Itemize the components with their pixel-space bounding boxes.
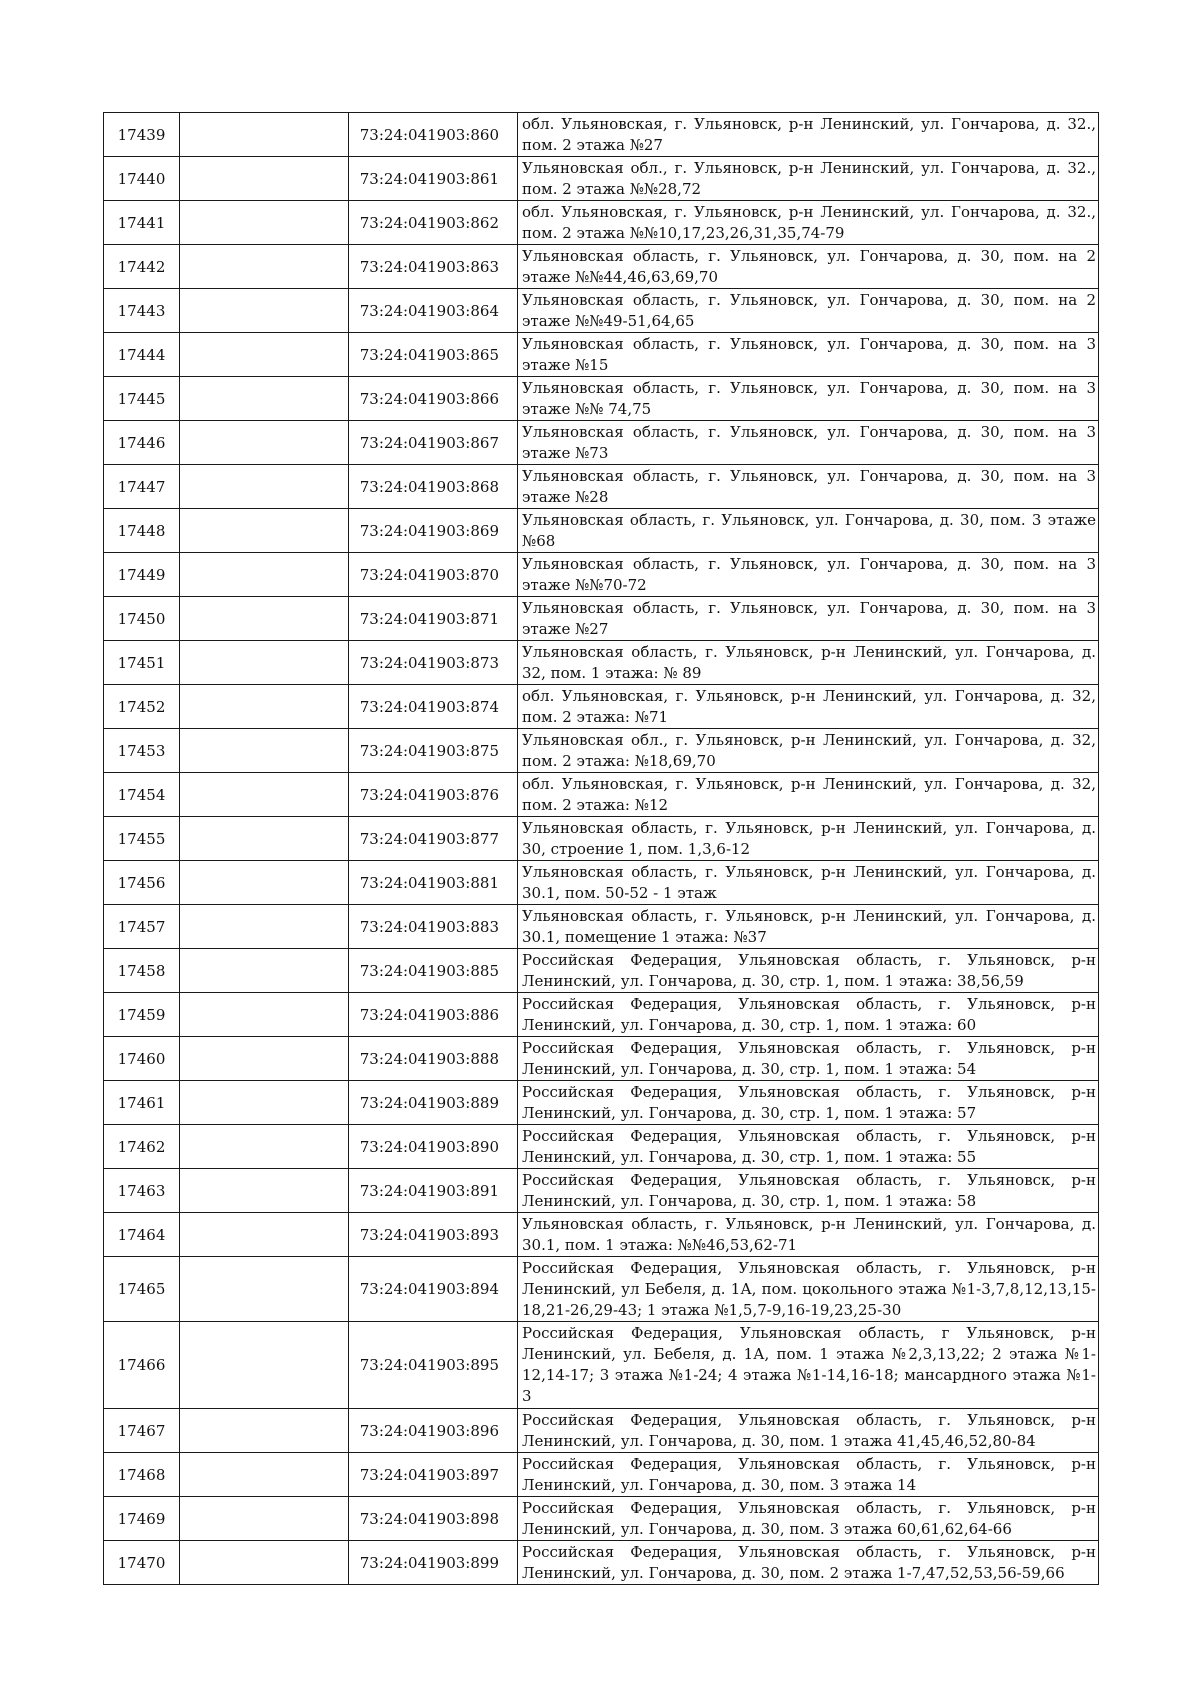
empty-cell: [180, 201, 349, 245]
empty-cell: [180, 1409, 349, 1453]
row-number-cell: 17444: [104, 333, 180, 377]
cadastral-number-cell: 73:24:041903:862: [349, 201, 518, 245]
empty-cell: [180, 949, 349, 993]
empty-cell: [180, 509, 349, 553]
address-cell: Ульяновская область, г. Ульяновск, ул. Гончарова, д. 30, пом. 3 этаже №68: [518, 509, 1099, 553]
cadastral-number-cell: 73:24:041903:881: [349, 861, 518, 905]
empty-cell: [180, 1497, 349, 1541]
address-cell: обл. Ульяновская, г. Ульяновск, р-н Ленинский, ул. Гончарова, д. 32, пом. 2 этажа: №12: [518, 773, 1099, 817]
row-number-cell: 17467: [104, 1409, 180, 1453]
cadastral-number-cell: 73:24:041903:894: [349, 1257, 518, 1322]
cadastral-number-cell: 73:24:041903:888: [349, 1037, 518, 1081]
table-row: [104, 421, 1099, 465]
table-row: [104, 1453, 1099, 1497]
address-cell: Российская Федерация, Ульяновская область, г. Ульяновск, р-н Ленинский, ул. Гончарова, д. 30, пом. 1 этажа 41,45,46,52,80-84: [518, 1409, 1099, 1453]
address-cell: Ульяновская область, г. Ульяновск, р-н Ленинский, ул. Гончарова, д. 30, строение 1, пом. 1,3,6-12: [518, 817, 1099, 861]
address-cell: Российская Федерация, Ульяновская область, г. Ульяновск, р-н Ленинский, ул. Гончарова, д. 30, пом. 3 этажа 60,61,62,64-66: [518, 1497, 1099, 1541]
address-cell: Ульяновская область, г. Ульяновск, р-н Ленинский, ул. Гончарова, д. 30.1, пом. 50-52 - 1 этаж: [518, 861, 1099, 905]
row-number-cell: 17464: [104, 1213, 180, 1257]
empty-cell: [180, 773, 349, 817]
empty-cell: [180, 685, 349, 729]
table-row: [104, 729, 1099, 773]
row-number-cell: 17468: [104, 1453, 180, 1497]
cadastral-number-cell: 73:24:041903:869: [349, 509, 518, 553]
cadastral-number-cell: 73:24:041903:863: [349, 245, 518, 289]
address-cell: Ульяновская область, г. Ульяновск, ул. Гончарова, д. 30, пом. на 2 этаже №№49-51,64,65: [518, 289, 1099, 333]
cadastral-number-cell: 73:24:041903:864: [349, 289, 518, 333]
row-number-cell: 17460: [104, 1037, 180, 1081]
row-number-cell: 17443: [104, 289, 180, 333]
cadastral-number-cell: 73:24:041903:893: [349, 1213, 518, 1257]
address-cell: обл. Ульяновская, г. Ульяновск, р-н Ленинский, ул. Гончарова, д. 32., пом. 2 этажа №№10,17,23,26,31,35,74-79: [518, 201, 1099, 245]
cadastral-number-cell: 73:24:041903:899: [349, 1541, 518, 1585]
address-cell: Российская Федерация, Ульяновская область, г. Ульяновск, р-н Ленинский, ул. Гончарова, д. 30, стр. 1, пом. 1 этажа: 54: [518, 1037, 1099, 1081]
row-number-cell: 17439: [104, 113, 180, 157]
row-number-cell: 17455: [104, 817, 180, 861]
table-row: [104, 993, 1099, 1037]
row-number-cell: 17453: [104, 729, 180, 773]
row-number-cell: 17470: [104, 1541, 180, 1585]
table-row: [104, 1213, 1099, 1257]
address-cell: Российская Федерация, Ульяновская область, г. Ульяновск, р-н Ленинский, ул. Гончарова, д. 30, стр. 1, пом. 1 этажа: 38,56,59: [518, 949, 1099, 993]
row-number-cell: 17448: [104, 509, 180, 553]
address-cell: Российская Федерация, Ульяновская область, г. Ульяновск, р-н Ленинский, ул Бебеля, д. 1А, пом. цокольного этажа №1-3,7,8,12,13,15-18,21-26,29-43; 1 этажа №1,5,7-9,16-19,23,25-30: [518, 1257, 1099, 1322]
row-number-cell: 17463: [104, 1169, 180, 1213]
row-number-cell: 17441: [104, 201, 180, 245]
empty-cell: [180, 729, 349, 773]
address-cell: Ульяновская обл., г. Ульяновск, р-н Ленинский, ул. Гончарова, д. 32, пом. 2 этажа: №18,69,70: [518, 729, 1099, 773]
table-row: [104, 597, 1099, 641]
cadastral-number-cell: 73:24:041903:861: [349, 157, 518, 201]
empty-cell: [180, 553, 349, 597]
empty-cell: [180, 421, 349, 465]
cadastral-number-cell: 73:24:041903:868: [349, 465, 518, 509]
registry-table-body: [104, 113, 1099, 1585]
row-number-cell: 17454: [104, 773, 180, 817]
address-cell: Ульяновская область, г. Ульяновск, р-н Ленинский, ул. Гончарова, д. 32, пом. 1 этажа: № 89: [518, 641, 1099, 685]
address-cell: Российская Федерация, Ульяновская область, г. Ульяновск, р-н Ленинский, ул. Гончарова, д. 30, стр. 1, пом. 1 этажа: 57: [518, 1081, 1099, 1125]
table-row: [104, 377, 1099, 421]
table-row: [104, 641, 1099, 685]
empty-cell: [180, 1037, 349, 1081]
cadastral-number-cell: 73:24:041903:875: [349, 729, 518, 773]
address-cell: обл. Ульяновская, г. Ульяновск, р-н Ленинский, ул. Гончарова, д. 32., пом. 2 этажа №27: [518, 113, 1099, 157]
table-row: [104, 245, 1099, 289]
address-cell: Ульяновская область, г. Ульяновск, ул. Гончарова, д. 30, пом. на 2 этаже №№44,46,63,69,70: [518, 245, 1099, 289]
table-row: [104, 1322, 1099, 1409]
address-cell: Ульяновская область, г. Ульяновск, ул. Гончарова, д. 30, пом. на 3 этаже №73: [518, 421, 1099, 465]
cadastral-number-cell: 73:24:041903:883: [349, 905, 518, 949]
table-row: [104, 1257, 1099, 1322]
row-number-cell: 17461: [104, 1081, 180, 1125]
table-row: [104, 465, 1099, 509]
cadastral-number-cell: 73:24:041903:877: [349, 817, 518, 861]
address-cell: Ульяновская область, г. Ульяновск, ул. Гончарова, д. 30, пом. на 3 этаже №№ 74,75: [518, 377, 1099, 421]
row-number-cell: 17440: [104, 157, 180, 201]
row-number-cell: 17459: [104, 993, 180, 1037]
empty-cell: [180, 1541, 349, 1585]
address-cell: Российская Федерация, Ульяновская область, г. Ульяновск, р-н Ленинский, ул. Гончарова, д. 30, стр. 1, пом. 1 этажа: 60: [518, 993, 1099, 1037]
empty-cell: [180, 641, 349, 685]
row-number-cell: 17458: [104, 949, 180, 993]
table-row: [104, 685, 1099, 729]
empty-cell: [180, 597, 349, 641]
empty-cell: [180, 1257, 349, 1322]
table-row: [104, 201, 1099, 245]
row-number-cell: 17449: [104, 553, 180, 597]
cadastral-number-cell: 73:24:041903:895: [349, 1322, 518, 1409]
empty-cell: [180, 1169, 349, 1213]
row-number-cell: 17447: [104, 465, 180, 509]
registry-table: [103, 112, 1099, 1585]
cadastral-number-cell: 73:24:041903:896: [349, 1409, 518, 1453]
empty-cell: [180, 1322, 349, 1409]
address-cell: Российская Федерация, Ульяновская область, г Ульяновск, р-н Ленинский, ул. Бебеля, д. 1А, пом. 1 этажа №2,3,13,22; 2 этажа №1-12,14-17; 3 этажа №1-24; 4 этажа №1-14,16-18; мансардного этажа №1-3: [518, 1322, 1099, 1409]
table-row: [104, 113, 1099, 157]
address-cell: Российская Федерация, Ульяновская область, г. Ульяновск, р-н Ленинский, ул. Гончарова, д. 30, стр. 1, пом. 1 этажа: 55: [518, 1125, 1099, 1169]
table-row: [104, 1541, 1099, 1585]
empty-cell: [180, 245, 349, 289]
cadastral-number-cell: 73:24:041903:897: [349, 1453, 518, 1497]
empty-cell: [180, 1453, 349, 1497]
empty-cell: [180, 861, 349, 905]
table-row: [104, 773, 1099, 817]
empty-cell: [180, 333, 349, 377]
cadastral-number-cell: 73:24:041903:889: [349, 1081, 518, 1125]
address-cell: Ульяновская область, г. Ульяновск, ул. Гончарова, д. 30, пом. на 3 этаже №27: [518, 597, 1099, 641]
empty-cell: [180, 465, 349, 509]
empty-cell: [180, 113, 349, 157]
empty-cell: [180, 905, 349, 949]
empty-cell: [180, 157, 349, 201]
address-cell: обл. Ульяновская, г. Ульяновск, р-н Ленинский, ул. Гончарова, д. 32, пом. 2 этажа: №71: [518, 685, 1099, 729]
address-cell: Российская Федерация, Ульяновская область, г. Ульяновск, р-н Ленинский, ул. Гончарова, д. 30, пом. 3 этажа 14: [518, 1453, 1099, 1497]
empty-cell: [180, 377, 349, 421]
table-row: [104, 1409, 1099, 1453]
table-row: [104, 817, 1099, 861]
table-row: [104, 1125, 1099, 1169]
cadastral-number-cell: 73:24:041903:885: [349, 949, 518, 993]
address-cell: Российская Федерация, Ульяновская область, г. Ульяновск, р-н Ленинский, ул. Гончарова, д. 30, стр. 1, пом. 1 этажа: 58: [518, 1169, 1099, 1213]
cadastral-number-cell: 73:24:041903:874: [349, 685, 518, 729]
cadastral-number-cell: 73:24:041903:873: [349, 641, 518, 685]
cadastral-number-cell: 73:24:041903:866: [349, 377, 518, 421]
address-cell: Российская Федерация, Ульяновская область, г. Ульяновск, р-н Ленинский, ул. Гончарова, д. 30, пом. 2 этажа 1-7,47,52,53,56-59,66: [518, 1541, 1099, 1585]
table-row: [104, 157, 1099, 201]
row-number-cell: 17446: [104, 421, 180, 465]
empty-cell: [180, 289, 349, 333]
table-row: [104, 553, 1099, 597]
cadastral-number-cell: 73:24:041903:870: [349, 553, 518, 597]
empty-cell: [180, 993, 349, 1037]
row-number-cell: 17466: [104, 1322, 180, 1409]
row-number-cell: 17450: [104, 597, 180, 641]
empty-cell: [180, 1081, 349, 1125]
table-row: [104, 1497, 1099, 1541]
empty-cell: [180, 1125, 349, 1169]
table-row: [104, 1037, 1099, 1081]
table-row: [104, 1081, 1099, 1125]
row-number-cell: 17456: [104, 861, 180, 905]
empty-cell: [180, 1213, 349, 1257]
table-row: [104, 1169, 1099, 1213]
row-number-cell: 17457: [104, 905, 180, 949]
table-row: [104, 333, 1099, 377]
address-cell: Ульяновская область, г. Ульяновск, ул. Гончарова, д. 30, пом. на 3 этаже №28: [518, 465, 1099, 509]
table-row: [104, 949, 1099, 993]
address-cell: Ульяновская область, г. Ульяновск, р-н Ленинский, ул. Гончарова, д. 30.1, пом. 1 этажа: №№46,53,62-71: [518, 1213, 1099, 1257]
cadastral-number-cell: 73:24:041903:871: [349, 597, 518, 641]
row-number-cell: 17442: [104, 245, 180, 289]
row-number-cell: 17452: [104, 685, 180, 729]
table-row: [104, 861, 1099, 905]
table-row: [104, 905, 1099, 949]
row-number-cell: 17465: [104, 1257, 180, 1322]
cadastral-number-cell: 73:24:041903:867: [349, 421, 518, 465]
row-number-cell: 17462: [104, 1125, 180, 1169]
row-number-cell: 17451: [104, 641, 180, 685]
cadastral-number-cell: 73:24:041903:886: [349, 993, 518, 1037]
address-cell: Ульяновская обл., г. Ульяновск, р-н Ленинский, ул. Гончарова, д. 32., пом. 2 этажа №№28,72: [518, 157, 1099, 201]
address-cell: Ульяновская область, г. Ульяновск, ул. Гончарова, д. 30, пом. на 3 этаже №№70-72: [518, 553, 1099, 597]
empty-cell: [180, 817, 349, 861]
address-cell: Ульяновская область, г. Ульяновск, р-н Ленинский, ул. Гончарова, д. 30.1, помещение 1 этажа: №37: [518, 905, 1099, 949]
address-cell: Ульяновская область, г. Ульяновск, ул. Гончарова, д. 30, пом. на 3 этаже №15: [518, 333, 1099, 377]
cadastral-number-cell: 73:24:041903:876: [349, 773, 518, 817]
row-number-cell: 17469: [104, 1497, 180, 1541]
table-row: [104, 509, 1099, 553]
row-number-cell: 17445: [104, 377, 180, 421]
cadastral-number-cell: 73:24:041903:865: [349, 333, 518, 377]
cadastral-number-cell: 73:24:041903:898: [349, 1497, 518, 1541]
cadastral-number-cell: 73:24:041903:891: [349, 1169, 518, 1213]
cadastral-number-cell: 73:24:041903:890: [349, 1125, 518, 1169]
table-row: [104, 289, 1099, 333]
cadastral-number-cell: 73:24:041903:860: [349, 113, 518, 157]
